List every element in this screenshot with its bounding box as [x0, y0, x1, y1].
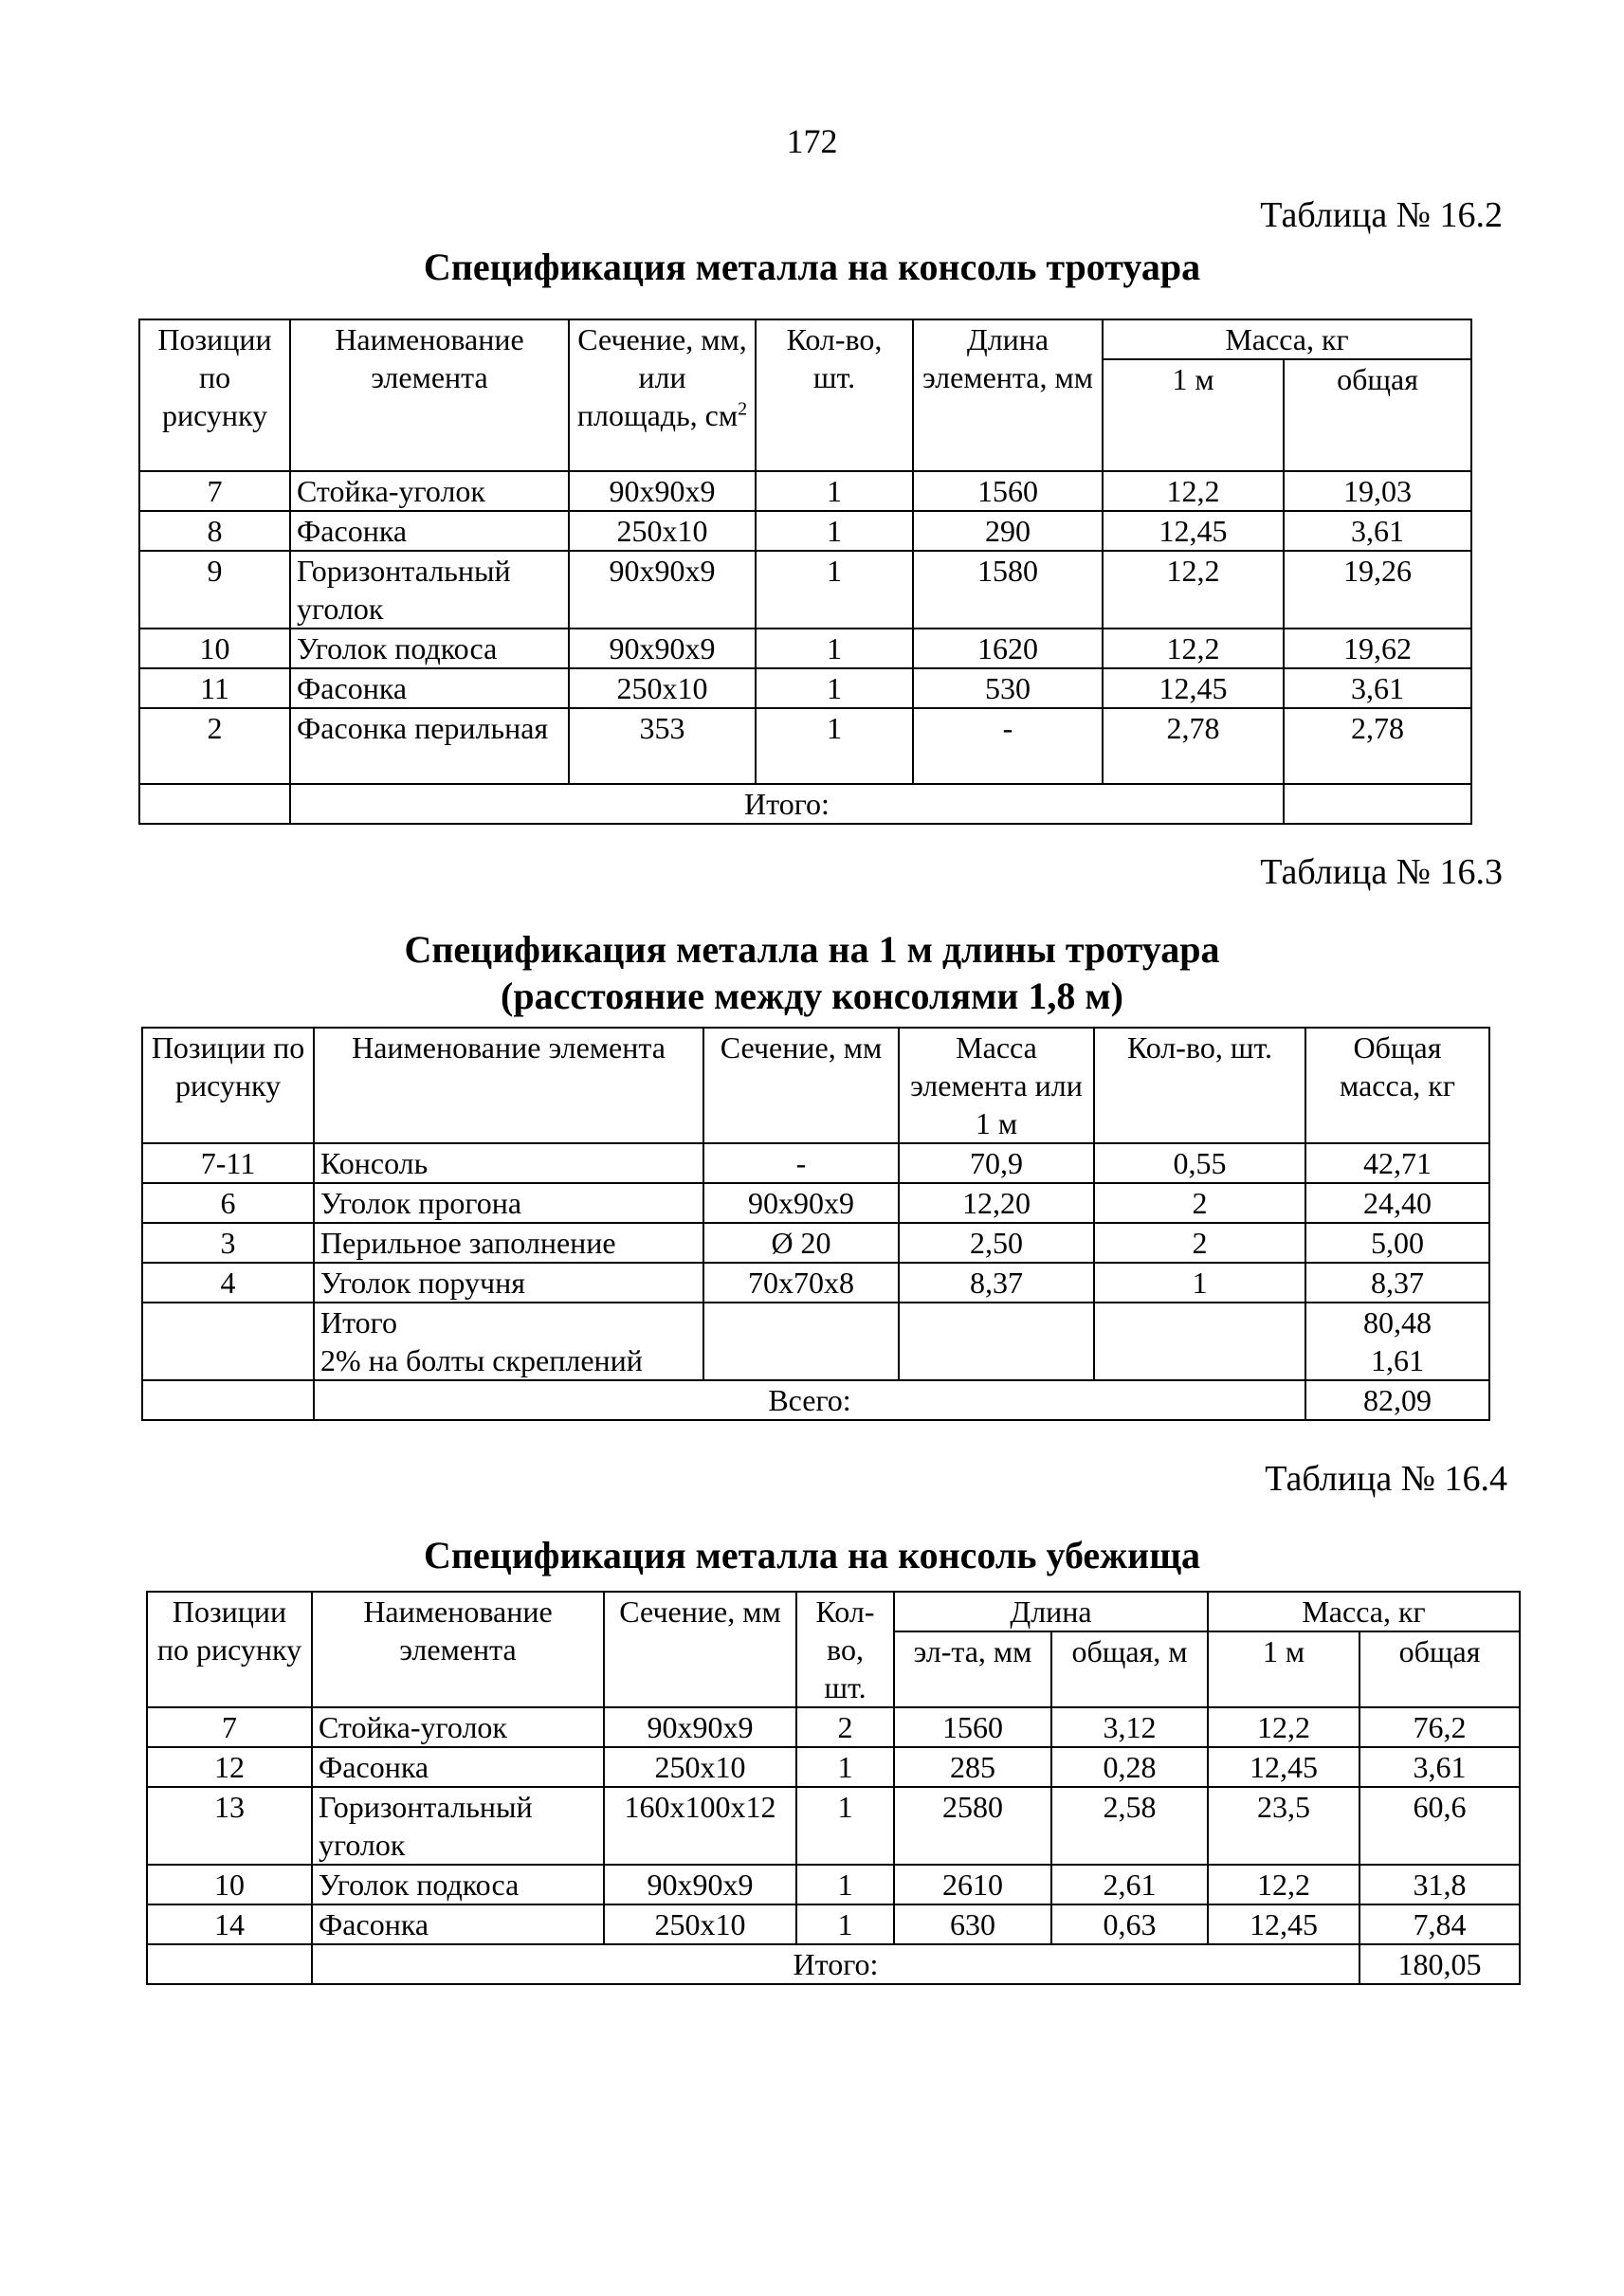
cell-length: 1560	[913, 471, 1103, 511]
cell-length: -	[913, 708, 1103, 784]
header-quantity: Кол-во, шт.	[756, 319, 913, 471]
cell-mass: 12,20	[899, 1183, 1094, 1223]
cell-quantity: 1	[756, 511, 913, 551]
bolts-value: 1,61	[1371, 1343, 1424, 1377]
subtotal-value: 80,48	[1363, 1305, 1432, 1339]
cell-length: 530	[913, 668, 1103, 708]
cell-mass-total: 19,03	[1284, 471, 1471, 511]
header-positions: Позиции по рисунку	[147, 1592, 312, 1707]
cell-section: 250х10	[569, 668, 756, 708]
cell-quantity: 1	[796, 1747, 894, 1787]
cell-mass-1m: 23,5	[1208, 1787, 1359, 1865]
cell-quantity: 2	[1094, 1183, 1305, 1223]
header-mass: Масса элемента или 1 м	[899, 1028, 1094, 1143]
table-row	[147, 1707, 1520, 1747]
bolts-label: 2% на болты скреплений	[320, 1343, 643, 1377]
cell-section: 353	[569, 708, 756, 784]
header-total-mass: Общая масса, кг	[1305, 1028, 1489, 1143]
header-section: Сечение, мм	[604, 1592, 796, 1707]
cell-name: Фасонка	[290, 511, 569, 551]
cell-length-total: 3,12	[1051, 1707, 1208, 1747]
cell-name: Уголок поручня	[314, 1263, 703, 1303]
cell-name: Уголок прогона	[314, 1183, 703, 1223]
cell-section: 90х90х9	[604, 1865, 796, 1904]
total-label: Итого:	[312, 1944, 1359, 1984]
total-row	[147, 1944, 1520, 1984]
cell-quantity: 1	[796, 1865, 894, 1904]
table-row	[142, 1143, 1489, 1183]
cell-total-mass: 42,71	[1305, 1143, 1489, 1183]
table-label-16-4: Таблица № 16.4	[1265, 1459, 1507, 1499]
cell-name: Фасонка	[290, 668, 569, 708]
total-empty-cell	[139, 784, 290, 824]
grand-total-label: Всего:	[314, 1380, 1305, 1420]
empty-cell	[703, 1303, 899, 1380]
empty-cell	[1094, 1303, 1305, 1380]
cell-total-mass: 24,40	[1305, 1183, 1489, 1223]
cell-section: 70х70х8	[703, 1263, 899, 1303]
cell-quantity: 2	[796, 1707, 894, 1747]
cell-position: 10	[139, 629, 290, 668]
table-row	[139, 471, 1471, 511]
cell-mass-total: 3,61	[1284, 668, 1471, 708]
cell-quantity: 1	[756, 551, 913, 629]
cell-mass-total: 7,84	[1359, 1904, 1520, 1944]
cell-quantity: 1	[756, 629, 913, 668]
header-mass-total: общая	[1359, 1631, 1520, 1707]
cell-length-total: 2,61	[1051, 1865, 1208, 1904]
header-name: Наименование элемента	[314, 1028, 703, 1143]
cell-position: 12	[147, 1747, 312, 1787]
cell-length-total: 0,63	[1051, 1904, 1208, 1944]
table-title-16-2: Спецификация металла на консоль тротуара	[423, 246, 1201, 288]
table-title-16-3-line1: Спецификация металла на 1 м длины тротуара	[404, 928, 1220, 971]
cell-mass-total: 3,61	[1284, 511, 1471, 551]
page-number: 172	[786, 122, 838, 160]
cell-length: 1620	[913, 629, 1103, 668]
cell-name: Фасонка	[312, 1904, 604, 1944]
cell-section: 90х90х9	[703, 1183, 899, 1223]
header-mass-1m: 1 м	[1208, 1631, 1359, 1707]
header-length-total: общая, м	[1051, 1631, 1208, 1707]
grand-total-value: 82,09	[1305, 1380, 1489, 1420]
total-label: Итого:	[290, 784, 1284, 824]
header-name: Наименование элемента	[312, 1592, 604, 1707]
subtotal-empty-cell	[142, 1303, 314, 1380]
header-mass-1m: 1 м	[1103, 359, 1284, 471]
cell-mass-1m: 12,2	[1208, 1865, 1359, 1904]
cell-length-element: 630	[894, 1904, 1051, 1944]
cell-position: 2	[139, 708, 290, 784]
total-empty-cell	[147, 1944, 312, 1984]
cell-section: 250х10	[604, 1747, 796, 1787]
cell-mass-total: 19,62	[1284, 629, 1471, 668]
table-row	[147, 1747, 1520, 1787]
table-16-2	[138, 319, 1472, 825]
cell-length-total: 2,58	[1051, 1787, 1208, 1865]
table-row	[139, 551, 1471, 629]
header-section: Сечение, мм, или площадь, $см^2$	[569, 319, 756, 471]
table-16-3	[141, 1027, 1490, 1421]
subtotal-label: Итого	[320, 1305, 397, 1339]
cell-mass: 70,9	[899, 1143, 1094, 1183]
cell-name: Стойка-уголок	[312, 1707, 604, 1747]
cell-mass-total: 31,8	[1359, 1865, 1520, 1904]
header-length: Длина	[894, 1592, 1208, 1631]
cell-position: 9	[139, 551, 290, 629]
cell-section: 90х90х9	[569, 471, 756, 511]
header-mass: Масса, кг	[1103, 319, 1471, 359]
subtotal-row	[142, 1303, 1489, 1380]
empty-cell	[899, 1303, 1094, 1380]
cell-name: Стойка-уголок	[290, 471, 569, 511]
cell-quantity: 1	[1094, 1263, 1305, 1303]
header-positions: Позиции по рисунку	[142, 1028, 314, 1143]
cell-name: Горизонтальный уголок	[290, 551, 569, 629]
cell-quantity: 1	[756, 471, 913, 511]
cell-mass-1m: 12,45	[1103, 668, 1284, 708]
cell-section: 160х100х12	[604, 1787, 796, 1865]
cell-position: 10	[147, 1865, 312, 1904]
cell-quantity: 1	[796, 1904, 894, 1944]
cell-mass-1m: 12,2	[1103, 629, 1284, 668]
cell-name: Фасонка перильная	[290, 708, 569, 784]
cell-position: 7-11	[142, 1143, 314, 1183]
cell-mass-total: 60,6	[1359, 1787, 1520, 1865]
cell-position: 4	[142, 1263, 314, 1303]
table-row	[147, 1787, 1520, 1865]
header-mass-total: общая	[1284, 359, 1471, 471]
cell-mass-1m: 12,45	[1103, 511, 1284, 551]
header-mass: Масса, кг	[1208, 1592, 1520, 1631]
cell-mass-1m: 12,45	[1208, 1747, 1359, 1787]
total-value-cell	[1284, 784, 1471, 824]
total-row	[139, 784, 1471, 824]
table-title-16-3-line2: (расстояние между консолями 1,8 м)	[501, 975, 1123, 1017]
subtotal-values	[1305, 1303, 1489, 1380]
cell-quantity: 1	[756, 668, 913, 708]
cell-length-element: 2580	[894, 1787, 1051, 1865]
table-label-16-2: Таблица № 16.2	[1260, 195, 1503, 235]
header-length: Длина элемента, мм	[913, 319, 1103, 471]
cell-mass-total: 3,61	[1359, 1747, 1520, 1787]
cell-mass-total: 19,26	[1284, 551, 1471, 629]
header-quantity: Кол-во, шт.	[796, 1592, 894, 1707]
cell-mass-total: 76,2	[1359, 1707, 1520, 1747]
grand-empty-cell	[142, 1380, 314, 1420]
cell-position: 7	[139, 471, 290, 511]
header-positions: Позиции по рисунку	[139, 319, 290, 471]
cell-length-element: 1560	[894, 1707, 1051, 1747]
cell-position: 6	[142, 1183, 314, 1223]
cell-name: Уголок подкоса	[312, 1865, 604, 1904]
cell-name: Горизонтальный уголок	[312, 1787, 604, 1865]
table-row	[142, 1223, 1489, 1263]
table-row	[142, 1183, 1489, 1223]
cell-mass-1m: 12,2	[1103, 471, 1284, 511]
grand-total-row	[142, 1380, 1489, 1420]
cell-position: 13	[147, 1787, 312, 1865]
cell-name: Перильное заполнение	[314, 1223, 703, 1263]
cell-quantity: 2	[1094, 1223, 1305, 1263]
header-length-element: эл-та, мм	[894, 1631, 1051, 1707]
cell-mass-1m: 12,45	[1208, 1904, 1359, 1944]
cell-length-element: 2610	[894, 1865, 1051, 1904]
cell-name: Консоль	[314, 1143, 703, 1183]
subtotal-labels	[314, 1303, 703, 1380]
cell-position: 14	[147, 1904, 312, 1944]
cell-name: Уголок подкоса	[290, 629, 569, 668]
cell-length-element: 285	[894, 1747, 1051, 1787]
cell-length: 290	[913, 511, 1103, 551]
table-16-4	[146, 1591, 1521, 1985]
cell-quantity: 1	[756, 708, 913, 784]
table-row	[139, 708, 1471, 784]
table-row	[147, 1904, 1520, 1944]
cell-section: 90х90х9	[569, 551, 756, 629]
table-row	[147, 1865, 1520, 1904]
cell-section: 250х10	[569, 511, 756, 551]
cell-length-total: 0,28	[1051, 1747, 1208, 1787]
header-section: Сечение, мм	[703, 1028, 899, 1143]
cell-mass-total: 2,78	[1284, 708, 1471, 784]
table-row	[139, 511, 1471, 551]
cell-quantity: 1	[796, 1787, 894, 1865]
header-quantity: Кол-во, шт.	[1094, 1028, 1305, 1143]
table-row	[139, 668, 1471, 708]
cell-mass-1m: 2,78	[1103, 708, 1284, 784]
table-row	[139, 629, 1471, 668]
cell-quantity: 0,55	[1094, 1143, 1305, 1183]
cell-position: 8	[139, 511, 290, 551]
cell-total-mass: 8,37	[1305, 1263, 1489, 1303]
header-name: Наименование элемента	[290, 319, 569, 471]
cell-position: 11	[139, 668, 290, 708]
cell-position: 7	[147, 1707, 312, 1747]
table-label-16-3: Таблица № 16.3	[1260, 852, 1503, 892]
cell-section: 90х90х9	[569, 629, 756, 668]
cell-length: 1580	[913, 551, 1103, 629]
cell-section: 90х90х9	[604, 1707, 796, 1747]
cell-section: -	[703, 1143, 899, 1183]
cell-position: 3	[142, 1223, 314, 1263]
table-row	[142, 1263, 1489, 1303]
cell-mass-1m: 12,2	[1103, 551, 1284, 629]
table-title-16-4: Спецификация металла на консоль убежища	[423, 1534, 1200, 1576]
cell-mass: 2,50	[899, 1223, 1094, 1263]
cell-section: 250х10	[604, 1904, 796, 1944]
cell-name: Фасонка	[312, 1747, 604, 1787]
cell-mass: 8,37	[899, 1263, 1094, 1303]
cell-section: Ø 20	[703, 1223, 899, 1263]
total-value: 180,05	[1359, 1944, 1520, 1984]
cell-total-mass: 5,00	[1305, 1223, 1489, 1263]
cell-mass-1m: 12,2	[1208, 1707, 1359, 1747]
